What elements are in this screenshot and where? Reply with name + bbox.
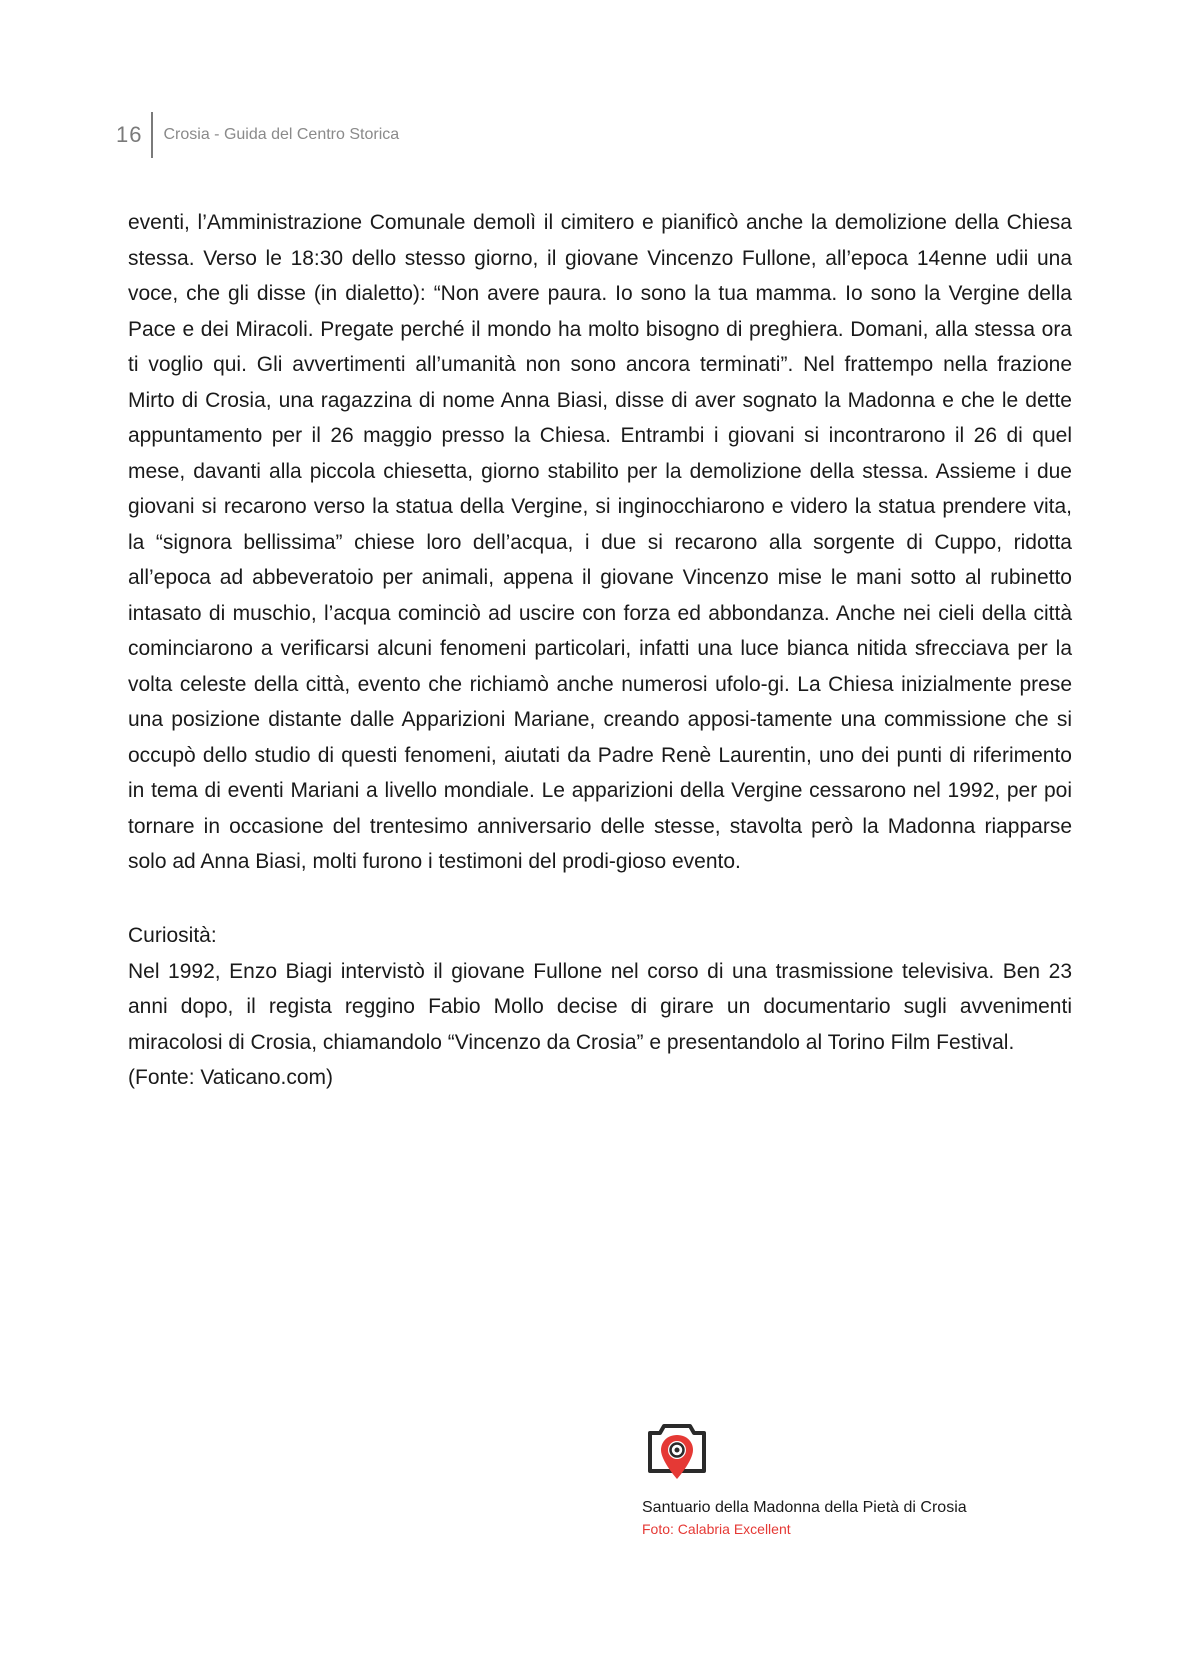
photo-credit (642, 1421, 1062, 1539)
camera-location-pin-icon (646, 1421, 708, 1483)
running-title: Crosia - Guida del Centro Storica (163, 126, 400, 143)
photo-credit-author: Foto: Calabria Excellent (642, 1521, 791, 1537)
curiosity-heading: Curiosità: (128, 924, 217, 947)
curiosity-section (128, 918, 1072, 1096)
page-header (116, 112, 399, 158)
page-number: 16 (116, 122, 143, 147)
body-paragraph: eventi, l’Amministrazione Comunale demolì il cimitero e pianificò anche la demolizione della Chiesa stessa. Verso le 18:30 dello stesso giorno, il giovane Vincenzo Fullone, all’epoca 14enne udii una voce, che gli disse (in dialetto): “Non avere paura. Io sono la tua mamma. Io sono la Vergine della Pace e dei Miracoli. Pregate perché il mondo ha molto bisogno di preghiera. Domani, alla stessa ora ti voglio qui. Gli avvertimenti all’umanità non sono ancora terminati”. Nel frattempo nella frazione Mirto di Crosia, una ragazzina di nome Anna Biasi, disse di aver sognato la Madonna e che le dette appuntamento per il 26 maggio presso la Chiesa. Entrambi i giovani si incontrarono il 26 di quel mese, davanti alla piccola chiesetta, giorno stabilito per la demolizione della stessa. Assieme i due giovani si recarono verso la statua della Vergine, si inginocchiarono e videro la statua prendere vita, la “signora bellissima” chiese loro dell’acqua, i due si recarono alla sorgente di Cuppo, ridotta all’epoca ad abbeveratoio per animali, appena il giovane Vincenzo mise le mani sotto al rubinetto intasato di muschio, l’acqua cominciò ad uscire con forza ed abbondanza. Anche nei cieli della città cominciarono a verificarsi alcuni fenomeni particolari, infatti una luce bianca nitida sfrecciava per la volta celeste della città, evento che richiamò anche numerosi ufolo-gi. La Chiesa inizialmente prese una posizione distante dalle Apparizioni Mariane, creando apposi-tamente una commissione che si occupò dello studio di questi fenomeni, aiutati da Padre Renè Laurentin, uno dei punti di riferimento in tema di eventi Mariani a livello mondiale. Le apparizioni della Vergine cessarono nel 1992, per poi tornare in occasione del trentesimo anniversario delle stesse, stavolta però la Madonna riapparse solo ad Anna Biasi, molti furono i testimoni del prodi-gioso evento. (128, 211, 1072, 873)
curiosity-text: Nel 1992, Enzo Biagi intervistò il giovane Fullone nel corso di una trasmissione televisiva. Ben 23 anni dopo, il regista reggino Fabio Mollo decise di girare un documentario sugli avvenimenti miracolosi di Crosia, chiamandolo “Vincenzo da Crosia” e presentandolo al Torino Film Festival. (128, 959, 1072, 1054)
source-line: (Fonte: Vaticano.com) (128, 1066, 334, 1089)
photo-caption: Santuario della Madonna della Pietà di Crosia (642, 1499, 967, 1516)
